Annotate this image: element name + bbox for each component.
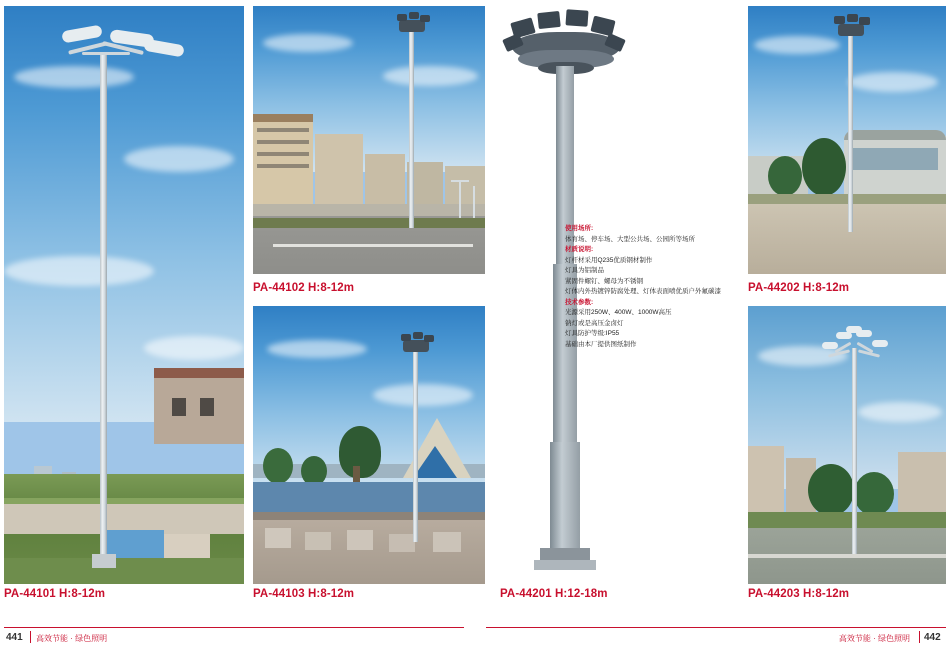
page-number-right: 442 — [924, 632, 941, 643]
spec-section2-line-0: 灯杆材采用Q235优质钢材制作 — [565, 256, 653, 264]
photo-pa-44202 — [748, 6, 946, 274]
spec-section3-line-1: 钠灯或是高压金卤灯 — [565, 319, 624, 327]
photo-pa-44203 — [748, 306, 946, 584]
spec-section1-line-0: 体育场、停车场、大型公共场、公园所等场所 — [565, 235, 695, 243]
caption-pa-44103: PA-44103 H:8-12m — [253, 588, 355, 600]
spec-section2-line-3: 灯体内外热镀锌防腐处理、灯体表面喷优质户外氟碳漆 — [565, 288, 721, 295]
caption-pa-44203: PA-44203 H:8-12m — [748, 588, 850, 600]
spec-section3-line-2: 灯具防护等级:IP55 — [565, 330, 620, 337]
photo-pa-44103 — [253, 306, 485, 584]
page-footer — [0, 627, 950, 649]
page-number-left: 441 — [6, 632, 23, 643]
caption-pa-44101: PA-44101 H:8-12m — [4, 588, 106, 600]
footer-text-left: 高效节能 · 绿色照明 — [36, 634, 108, 643]
photo-pa-44102 — [253, 6, 485, 274]
photo-pa-44101 — [4, 6, 244, 584]
spec-section2-title: 材质说明: — [565, 246, 594, 253]
spec-section3-line-0: 光源采用250W、400W、1000W高压 — [565, 309, 672, 316]
spec-section3-title: 技术参数: — [565, 298, 594, 306]
spec-section2-line-1: 灯具为铝制品 — [565, 267, 604, 274]
spec-section2-line-2: 紧固件螺钉、螺母为不锈钢 — [565, 277, 643, 285]
spec-section3-line-3: 基础由本厂提供图纸制作 — [565, 340, 637, 348]
spec-section1-title: 使用场所: — [565, 225, 594, 232]
caption-pa-44201: PA-44201 H:12-18m — [500, 588, 608, 600]
spec-text-block — [565, 224, 735, 350]
caption-pa-44102: PA-44102 H:8-12m — [253, 282, 355, 294]
caption-pa-44202: PA-44202 H:8-12m — [748, 282, 850, 294]
footer-text-right: 高效节能 · 绿色照明 — [838, 634, 910, 643]
